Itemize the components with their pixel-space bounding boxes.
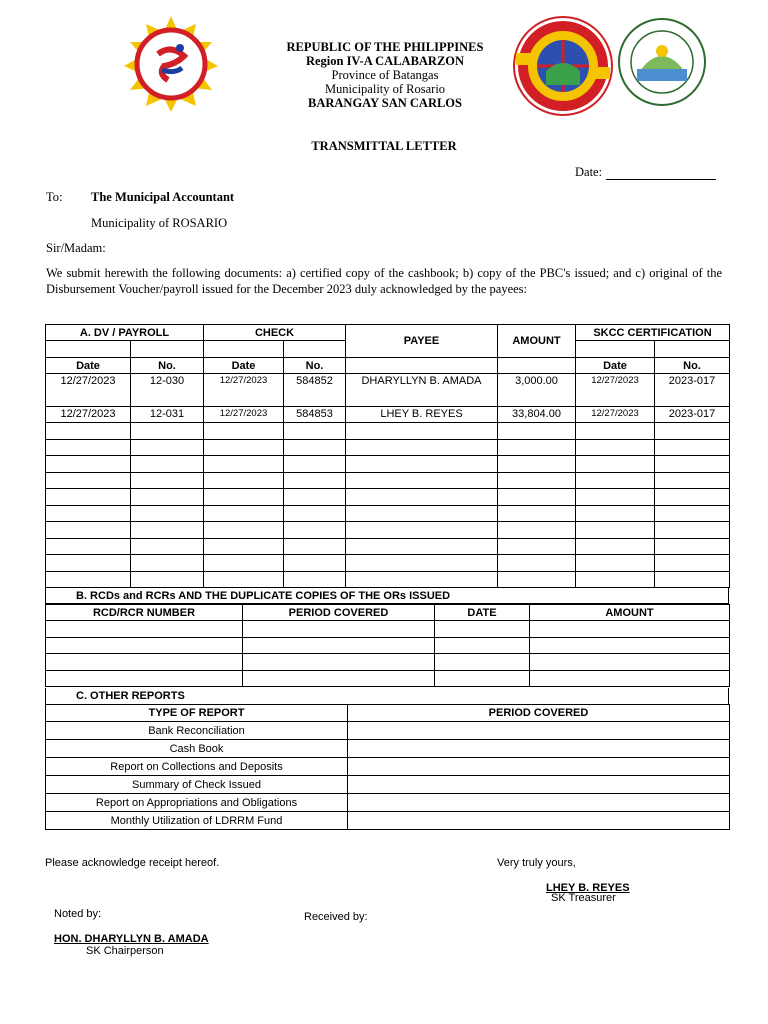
skcc-no: 2023-017	[655, 407, 730, 423]
dv-no: 12-030	[131, 374, 204, 407]
table-row	[46, 812, 730, 830]
table-row	[46, 407, 730, 423]
san-carlos-seal	[512, 15, 614, 117]
check-date-header: Date	[204, 358, 284, 374]
amount-header: AMOUNT	[498, 325, 576, 358]
other-reports-table	[45, 704, 730, 830]
dv-date: 12/27/2023	[46, 374, 131, 407]
skcc-date: 12/27/2023	[576, 374, 655, 407]
amount: 3,000.00	[498, 374, 576, 407]
acknowledge-text: Please acknowledge receipt hereof.	[45, 857, 220, 869]
table-row	[46, 794, 730, 812]
amount: 33,804.00	[498, 407, 576, 423]
signer-title: SK Treasurer	[551, 892, 616, 904]
amount-header: AMOUNT	[530, 605, 730, 621]
rcd-number-header: RCD/RCR NUMBER	[46, 605, 243, 621]
report-type: Monthly Utilization of LDRRM Fund	[46, 812, 348, 830]
table-row	[46, 722, 730, 740]
skcc-date: 12/27/2023	[576, 407, 655, 423]
check-date: 12/27/2023	[204, 407, 284, 423]
report-type: Report on Collections and Deposits	[46, 758, 348, 776]
type-of-report-header: TYPE OF REPORT	[46, 705, 348, 722]
check-no: 584852	[284, 374, 346, 407]
period-covered-header: PERIOD COVERED	[348, 705, 730, 722]
skcc-header: SKCC CERTIFICATION	[576, 325, 730, 341]
dv-no-header: No.	[131, 358, 204, 374]
document-title: TRANSMITTAL LETTER	[311, 139, 457, 153]
received-by-label: Received by:	[304, 911, 368, 923]
date-blank[interactable]	[606, 167, 716, 180]
skcc-no: 2023-017	[655, 374, 730, 407]
table-row	[46, 740, 730, 758]
table-row	[46, 374, 730, 407]
noted-title: SK Chairperson	[86, 945, 164, 957]
header-line4: Municipality of Rosario	[324, 82, 446, 96]
skcc-date-header: Date	[576, 358, 655, 374]
sk-logo	[118, 14, 224, 114]
noted-name: HON. DHARYLLYN B. AMADA	[54, 933, 209, 945]
header-line5: BARANGAY SAN CARLOS	[308, 96, 462, 110]
check-no-header: No.	[284, 358, 346, 374]
recipient-municipality: Municipality of ROSARIO	[91, 216, 228, 230]
to-label: To:	[46, 190, 63, 204]
date-label: Date:	[575, 165, 603, 179]
report-type: Bank Reconciliation	[46, 722, 348, 740]
check-date: 12/27/2023	[204, 374, 284, 407]
header-line1: REPUBLIC OF THE PHILIPPINES	[286, 40, 484, 54]
payee: DHARYLLYN B. AMADA	[346, 374, 498, 407]
dv-payroll-table	[45, 324, 730, 588]
noted-by-label: Noted by:	[54, 908, 102, 920]
report-type: Report on Appropriations and Obligations	[46, 794, 348, 812]
table-row	[46, 758, 730, 776]
table-row	[46, 776, 730, 794]
dv-no: 12-031	[131, 407, 204, 423]
payee: LHEY B. REYES	[346, 407, 498, 423]
rosario-seal	[617, 17, 707, 107]
check-header: CHECK	[204, 325, 346, 341]
report-type: Cash Book	[46, 740, 348, 758]
letterhead	[230, 40, 540, 110]
dv-payroll-header: A. DV / PAYROLL	[46, 325, 204, 341]
check-no: 584853	[284, 407, 346, 423]
rcd-table	[45, 604, 730, 687]
date-field[interactable]	[575, 165, 716, 180]
signer-name: LHEY B. REYES	[546, 882, 630, 894]
recipient-name: The Municipal Accountant	[91, 190, 235, 204]
section-b-title: B. RCDs and RCRs AND THE DUPLICATE COPIES OF THE ORs ISSUED	[45, 588, 729, 604]
payee-header: PAYEE	[346, 325, 498, 358]
closing-text: Very truly yours,	[497, 857, 576, 869]
header-line3: Province of Batangas	[331, 68, 439, 82]
section-c-title: C. OTHER REPORTS	[45, 688, 729, 704]
salutation: Sir/Madam:	[46, 241, 106, 255]
period-covered-header: PERIOD COVERED	[243, 605, 435, 621]
header-line2: Region IV-A CALABARZON	[305, 54, 465, 68]
dv-date-header: Date	[46, 358, 131, 374]
report-type: Summary of Check Issued	[46, 776, 348, 794]
skcc-no-header: No.	[655, 358, 730, 374]
date-header: DATE	[435, 605, 530, 621]
body-paragraph: We submit herewith the following documents: a) certified copy of the cashbook; b) copy of the PBC's issued; and c) original of the Disbursement Voucher/payroll issued for the December 2023 duly acknowledged by the payees:	[46, 266, 722, 296]
dv-date: 12/27/2023	[46, 407, 131, 423]
